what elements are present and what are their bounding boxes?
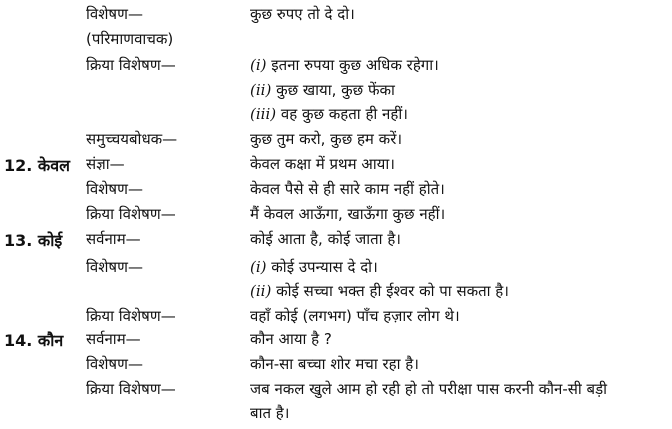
document-line [0,104,672,128]
sentence-text: मैं केवल आऊँगा, खाऊँगा कुछ नहीं। [250,205,446,223]
example-sentence [250,80,395,100]
sentence-text: कोई आता है, कोई जाता है। [250,230,401,248]
grammar-label: क्रिया विशेषण— [86,380,176,398]
sentence-text: जब नकल खुले आम हो रही हो तो परीक्षा पास करनी कौन-सी बड़ी [250,380,608,398]
example-sentence [250,55,439,75]
example-sentence [250,179,445,199]
document-line [0,4,672,28]
roman-numeral: (i) [250,258,267,276]
sentence-text: कुछ तुम करो, कुछ हम करें। [250,130,403,148]
roman-numeral: (ii) [250,282,272,300]
sentence-text: कुछ खाया, कुछ फेंका [271,81,395,99]
grammar-label: विशेषण— [86,355,143,373]
sentence-text: कुछ रुपए तो दे दो। [250,5,355,23]
entry-number: 13. कोई [4,231,63,250]
grammar-label: (परिमाणवाचक) [86,30,174,48]
sentence-text: कौन-सा बच्चा शोर मचा रहा है। [250,355,419,373]
grammar-label: क्रिया विशेषण— [86,205,176,223]
document-line [0,379,672,403]
example-sentence [250,281,509,301]
sentence-text: केवल कक्षा में प्रथम आया। [250,155,395,173]
sentence-text: बात है। [250,404,290,422]
document-line [0,129,672,153]
grammar-label: विशेषण— [86,258,143,276]
grammar-label: समुच्चयबोधक— [86,130,178,148]
grammar-label: सर्वनाम— [86,330,141,348]
example-sentence [250,4,355,24]
example-sentence [250,354,419,374]
roman-numeral: (iii) [250,105,277,123]
example-sentence [250,229,401,249]
entry-number: 14. कौन [4,331,64,350]
example-sentence [250,104,408,124]
document-line [0,354,672,378]
document-line [0,179,672,203]
grammar-label: क्रिया विशेषण— [86,307,176,325]
document-line [0,229,672,253]
document-line [0,80,672,104]
example-sentence [250,257,378,277]
grammar-label: संज्ञा— [86,155,125,173]
example-sentence [250,129,402,149]
sentence-text: कोई सच्चा भक्त ही ईश्वर को पा सकता है। [271,282,509,300]
grammar-label: क्रिया विशेषण— [86,56,176,74]
roman-numeral: (i) [250,56,267,74]
roman-numeral: (ii) [250,81,272,99]
sentence-text: इतना रुपया कुछ अधिक रहेगा। [266,56,439,74]
entry-number: 12. केवल [4,156,70,175]
sentence-text: वहाँ कोई (लगभग) पाँच हज़ार लोग थे। [250,307,460,325]
sentence-text: कौन आया है ? [250,330,332,348]
document-line [0,29,672,53]
example-sentence [250,154,395,174]
document-line [0,306,672,330]
example-sentence [250,329,332,349]
grammar-label: विशेषण— [86,5,143,23]
document-line [0,55,672,79]
example-sentence [250,204,445,224]
document-line [0,154,672,178]
example-sentence [250,403,289,423]
grammar-label: विशेषण— [86,180,143,198]
document-line [0,204,672,228]
sentence-text: वह कुछ कहता ही नहीं। [276,105,408,123]
document-line [0,329,672,353]
sentence-text: केवल पैसे से ही सारे काम नहीं होते। [250,180,445,198]
example-sentence [250,306,460,326]
sentence-text: कोई उपन्यास दे दो। [266,258,378,276]
document-line [0,257,672,281]
example-sentence [250,379,607,399]
document-line [0,281,672,305]
grammar-label: सर्वनाम— [86,230,141,248]
document-line [0,403,672,427]
